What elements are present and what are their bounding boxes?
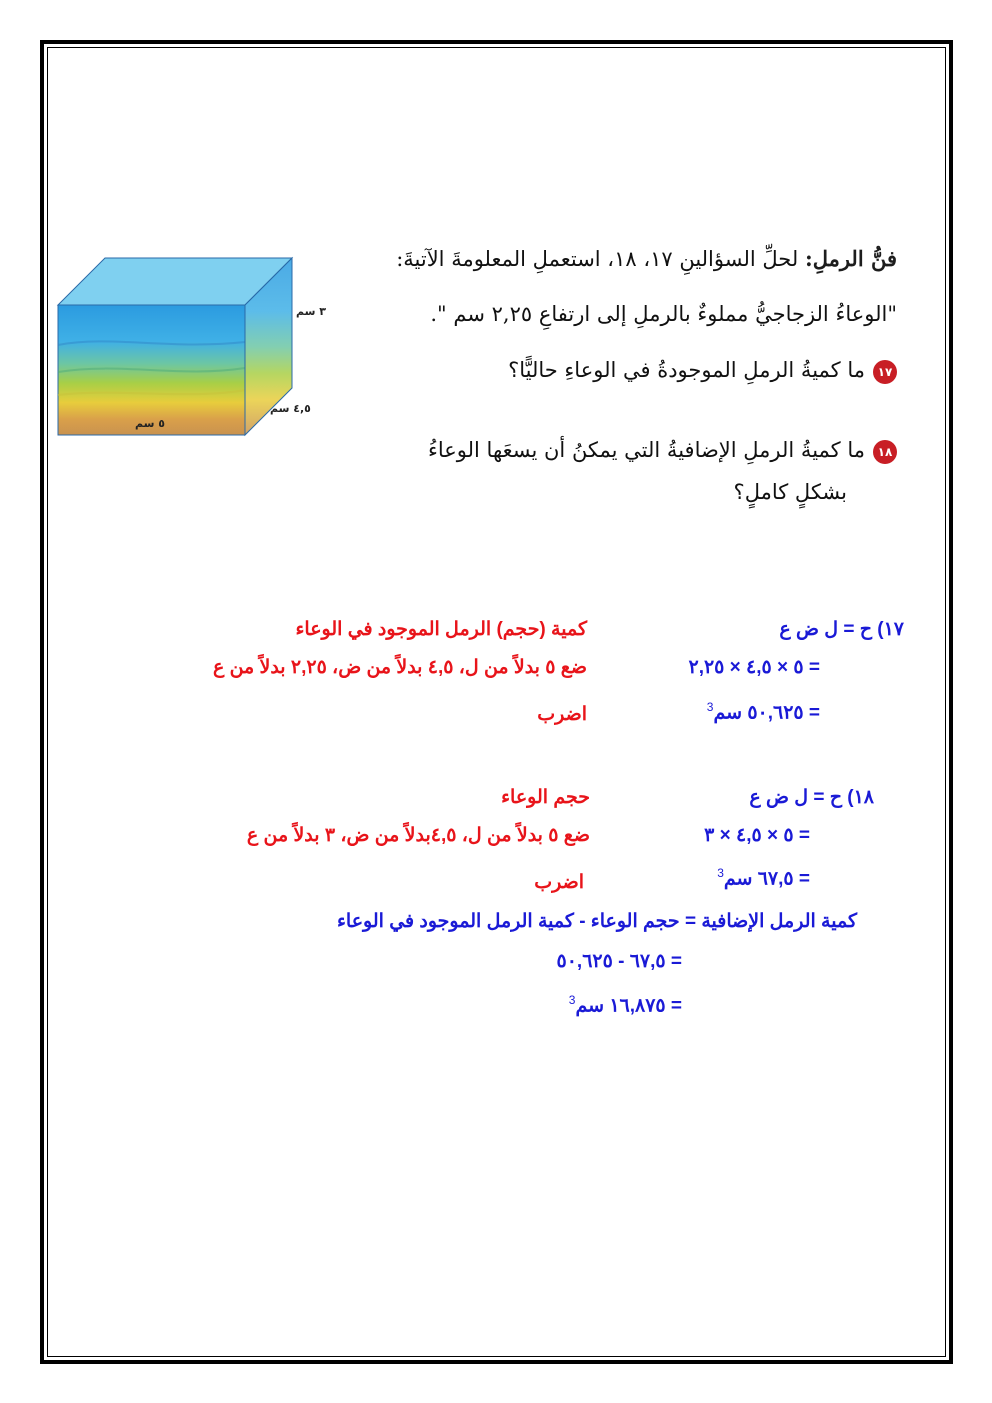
solution-17-step1: = ٥ × ٤,٥ × ٢,٢٥ — [688, 657, 820, 678]
figure-height-label: ٣ سم — [296, 305, 326, 318]
figure-depth-label: ٤,٥ سم — [270, 402, 311, 415]
solution-18-extra-step1: = ٦٧,٥ - ٥٠,٦٢٥ — [556, 951, 682, 972]
solution-18-extra-step2-text: = ١٦,٨٧٥ سم — [575, 995, 682, 1017]
problem-heading-rest: لحلِّ السؤالينِ ١٧، ١٨، استعملِ المعلومةَ الآتيةَ: — [396, 247, 799, 271]
question-17-number: ١٧ — [873, 360, 897, 384]
cubic-exponent: 3 — [568, 993, 576, 1007]
cubic-exponent: 3 — [717, 866, 724, 880]
solution-18-step1: = ٥ × ٤,٥ × ٣ — [704, 825, 810, 846]
solution-18-title: حجم الوعاء — [501, 787, 590, 808]
solution-18-step2 — [717, 866, 810, 890]
solution-18-formula: ١٨) ح = ل ض ع — [749, 787, 874, 808]
problem-heading-bold: فنُّ الرملِ: — [804, 246, 897, 271]
figure-width-label: ٥ سم — [135, 417, 165, 430]
solution-18-extra-step2 — [569, 993, 682, 1017]
problem-given: "الوعاءُ الزجاجيُّ مملوءٌ بالرملِ إلى ارتفاعِ ٢,٢٥ سم ". — [430, 302, 897, 326]
solution-17-step2 — [707, 700, 820, 724]
solution-18-extra-title: كمية الرمل الإضافية = حجم الوعاء - كمية الرمل الموجود في الوعاء — [336, 911, 857, 932]
question-17-text: ما كميةُ الرملِ الموجودةُ في الوعاءِ حاليًّا؟ — [508, 358, 865, 382]
solution-18-step1-note: ضع ٥ بدلاً من ل، ٤,٥بدلاً من ض، ٣ بدلاً من ع — [246, 825, 590, 846]
problem-heading — [396, 246, 897, 271]
solution-18-step2-note: اضرب — [534, 872, 584, 893]
solution-17-step2-text: = ٥٠,٦٢٥ سم — [713, 702, 820, 724]
question-18-line2: بشكلٍ كاملٍ؟ — [733, 480, 847, 504]
solution-17-step1-note: ضع ٥ بدلاً من ل، ٤,٥ بدلاً من ض، ٢,٢٥ بدلاً من ع — [212, 657, 587, 678]
question-18-number: ١٨ — [873, 440, 897, 464]
solution-18-step2-text: = ٦٧,٥ سم — [723, 868, 810, 890]
solution-17-step2-note: اضرب — [537, 704, 587, 725]
question-18 — [428, 438, 897, 464]
question-18-line1: ما كميةُ الرملِ الإضافيةُ التي يمكنُ أن يسعَها الوعاءُ — [427, 438, 865, 462]
question-17 — [508, 358, 897, 384]
solution-17-formula: ١٧) ح = ل ض ع — [779, 619, 904, 640]
cubic-exponent: 3 — [706, 700, 714, 714]
solution-17-title: كمية (حجم) الرمل الموجود في الوعاء — [295, 619, 587, 640]
